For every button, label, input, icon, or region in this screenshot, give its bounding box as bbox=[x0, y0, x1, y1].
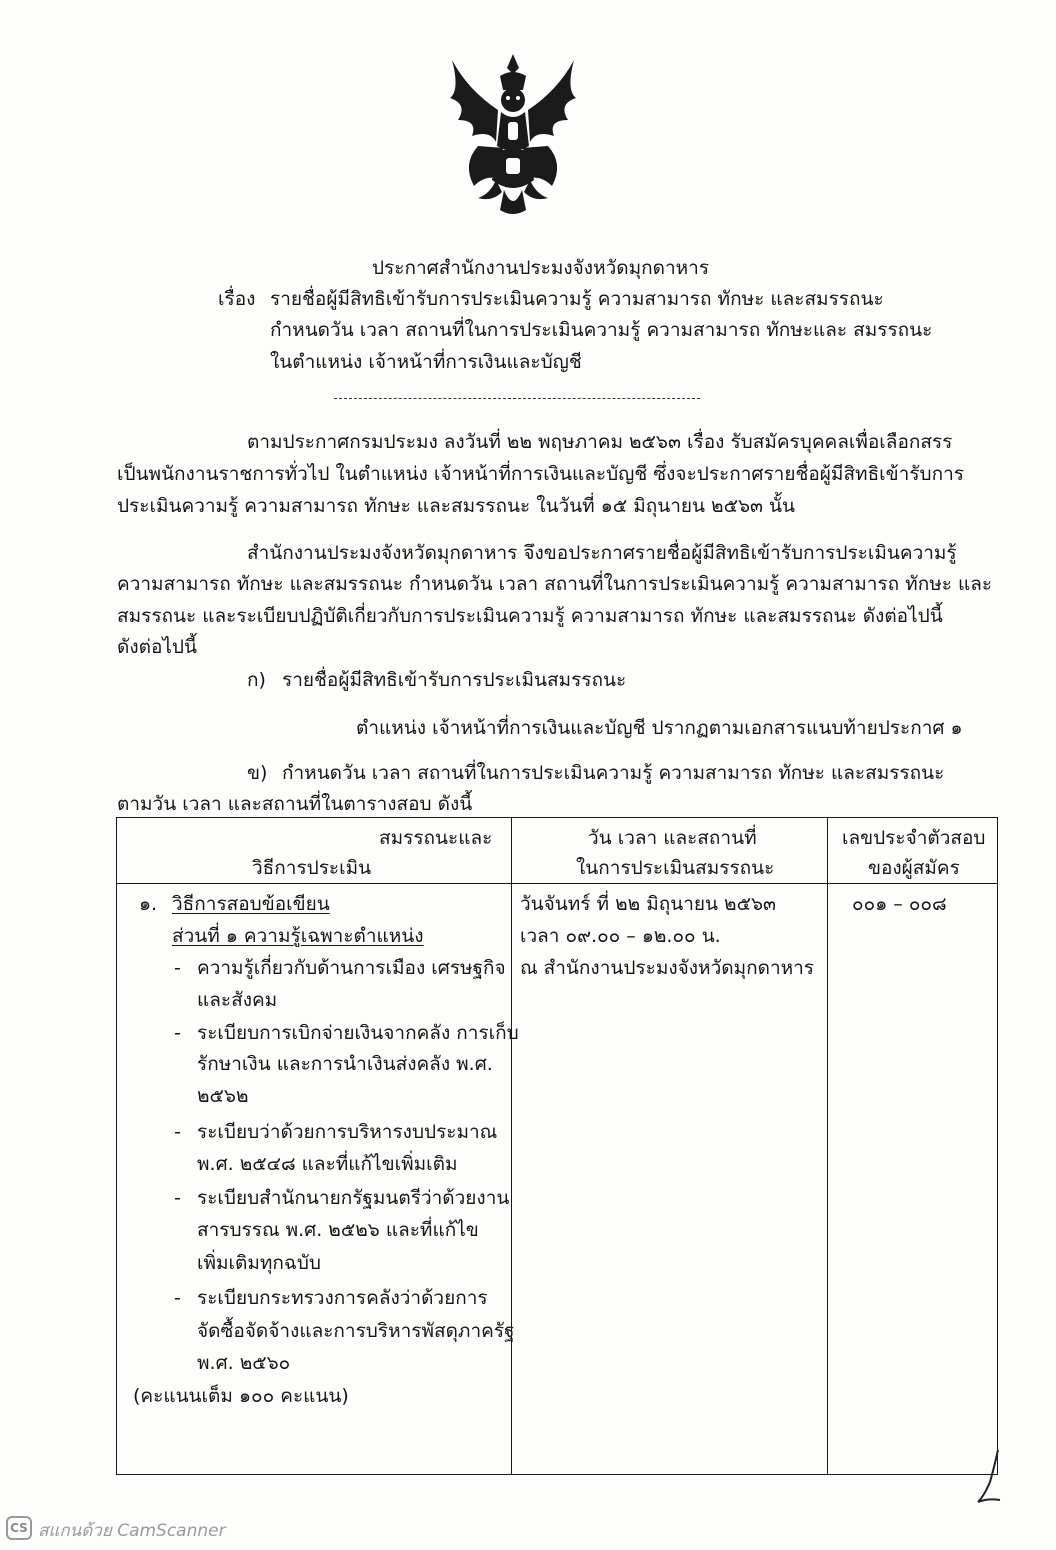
scanner-watermark: สแกนด้วย CamScanner bbox=[38, 1521, 226, 1541]
garuda-emblem-icon bbox=[438, 50, 588, 218]
ids-cell bbox=[828, 884, 998, 1475]
bullet-1-line-1: ความรู้เกี่ยวกับด้านการเมือง เศรษฐกิจ bbox=[197, 957, 506, 979]
bullet-4-line-2: สารบรรณ พ.ศ. ๒๕๒๖ และที่แก้ไข bbox=[197, 1219, 479, 1241]
bullet-5-line-1: ระเบียบกระทรวงการคลังว่าด้วยการ bbox=[197, 1287, 488, 1309]
bullet-5-line-2: จัดซื้อจัดจ้างและการบริหารพัสดุภาครัฐ bbox=[197, 1320, 515, 1342]
bullet-3-line-2: พ.ศ. ๒๕๔๘ และที่แก้ไขเพิ่มเติม bbox=[197, 1153, 458, 1175]
header-method-line-1: สมรรถนะและ bbox=[379, 827, 493, 849]
header-schedule-line-1: วัน เวลา และสถานที่ bbox=[588, 827, 757, 849]
header-ids-line-1: เลขประจำตัวสอบ bbox=[842, 827, 986, 849]
bullet-2-line-3: ๒๕๖๒ bbox=[197, 1085, 249, 1107]
bullet-5-line-3: พ.ศ. ๒๕๖๐ bbox=[197, 1352, 291, 1374]
part-title: ส่วนที่ ๑ ความรู้เฉพาะตำแหน่ง bbox=[172, 925, 424, 947]
subject-line-1: รายชื่อผู้มีสิทธิเข้ารับการประเมินความรู้ ความสามารถ ทักษะ และสมรรถนะ bbox=[270, 288, 884, 310]
candidate-ids: ๐๐๑ – ๐๐๘ bbox=[852, 893, 947, 915]
bullet-mark: - bbox=[174, 1287, 181, 1309]
bullet-4-line-3: เพิ่มเติมทุกฉบับ bbox=[197, 1252, 321, 1274]
bullet-1-line-2: และสังคม bbox=[197, 989, 278, 1011]
paragraph-1-line-3: ประเมินความรู้ ความสามารถ ทักษะ และสมรรถนะ ในวันที่ ๑๕ มิถุนายน ๒๕๖๓ นั้น bbox=[117, 495, 796, 517]
header-divider bbox=[334, 398, 700, 399]
bullet-mark: - bbox=[174, 1121, 181, 1143]
subject-line-3: ในตำแหน่ง เจ้าหน้าที่การเงินและบัญชี bbox=[270, 351, 582, 373]
table-row bbox=[117, 884, 998, 1475]
bullet-2-line-1: ระเบียบการเบิกจ่ายเงินจากคลัง การเก็บ bbox=[197, 1022, 519, 1044]
header-method-line-2: วิธีการประเมิน bbox=[252, 857, 372, 879]
paragraph-1-line-1: ตามประกาศกรมประมง ลงวันที่ ๒๒ พฤษภาคม ๒๕๖๓ เรื่อง รับสมัครบุคคลเพื่อเลือกสรร bbox=[247, 431, 953, 453]
paragraph-2-line-2: ความสามารถ ทักษะ และสมรรถนะ กำหนดวัน เวลา สถานที่ในการประเมินความรู้ ความสามารถ ทักษะ และ bbox=[117, 573, 993, 595]
paragraph-1-line-2: เป็นพนักงานราชการทั่วไป ในตำแหน่ง เจ้าหน้าที่การเงินและบัญชี ซึ่งจะประกาศรายชื่อผู้มีสิทธิเข้ารับการ bbox=[117, 463, 964, 485]
schedule-cell bbox=[512, 884, 828, 1475]
row-number: ๑. bbox=[139, 893, 158, 915]
exam-time: เวลา ๐๙.๐๐ – ๑๒.๐๐ น. bbox=[520, 925, 721, 947]
header-schedule-line-2: ในการประเมินสมรรถนะ bbox=[576, 857, 775, 879]
header-ids-line-2: ของผู้สมัคร bbox=[868, 857, 960, 879]
bullet-mark: - bbox=[174, 1187, 181, 1209]
handwritten-mark-icon bbox=[964, 1448, 1014, 1508]
item-b-line-2: ตามวัน เวลา และสถานที่ในตารางสอบ ดังนี้ bbox=[117, 793, 473, 815]
exam-date: วันจันทร์ ที่ ๒๒ มิถุนายน ๒๕๖๓ bbox=[520, 893, 776, 915]
method-title: วิธีการสอบข้อเขียน bbox=[172, 893, 330, 915]
paragraph-2-line-4: ดังต่อไปนี้ bbox=[117, 636, 197, 658]
bullet-mark: - bbox=[174, 957, 181, 979]
header-cell-ids bbox=[828, 818, 998, 884]
subject-line-2: กำหนดวัน เวลา สถานที่ในการประเมินความรู้ ความสามารถ ทักษะและ สมรรถนะ bbox=[270, 319, 933, 341]
paragraph-2-line-3: สมรรถนะ และระเบียบปฏิบัติเกี่ยวกับการประเมินความรู้ ความสามารถ ทักษะ และสมรรถนะ ดังต่อไปนี้ bbox=[117, 605, 943, 627]
paragraph-2-line-1: สำนักงานประมงจังหวัดมุกดาหาร จึงขอประกาศรายชื่อผู้มีสิทธิเข้ารับการประเมินความรู้ bbox=[247, 542, 957, 564]
subject-label: เรื่อง bbox=[218, 288, 256, 310]
item-b-text: กำหนดวัน เวลา สถานที่ในการประเมินความรู้ ความสามารถ ทักษะ และสมรรถนะ bbox=[282, 762, 945, 784]
exam-schedule-table bbox=[116, 817, 998, 1475]
item-a-detail: ตำแหน่ง เจ้าหน้าที่การเงินและบัญชี ปรากฏตามเอกสารแนบท้ายประกาศ ๑ bbox=[356, 717, 963, 739]
bullet-mark: - bbox=[174, 1022, 181, 1044]
header-cell-schedule bbox=[512, 818, 828, 884]
agency-title: ประกาศสำนักงานประมงจังหวัดมุกดาหาร bbox=[372, 257, 710, 279]
method-cell bbox=[117, 884, 519, 1475]
table-header-row bbox=[117, 818, 998, 884]
item-b-label: ข) bbox=[247, 762, 268, 784]
score-note: (คะแนนเต็ม ๑๐๐ คะแนน) bbox=[133, 1385, 349, 1407]
bullet-2-line-2: รักษาเงิน และการนำเงินส่งคลัง พ.ศ. bbox=[197, 1053, 493, 1075]
item-a-text: รายชื่อผู้มีสิทธิเข้ารับการประเมินสมรรถนะ bbox=[282, 669, 627, 691]
bullet-4-line-1: ระเบียบสำนักนายกรัฐมนตรีว่าด้วยงาน bbox=[197, 1187, 510, 1209]
exam-place: ณ สำนักงานประมงจังหวัดมุกดาหาร bbox=[520, 957, 815, 979]
camscanner-logo-icon: CS bbox=[6, 1516, 32, 1540]
bullet-3-line-1: ระเบียบว่าด้วยการบริหารงบประมาณ bbox=[197, 1121, 498, 1143]
header-cell-method bbox=[117, 818, 512, 884]
item-a-label: ก) bbox=[247, 669, 266, 691]
